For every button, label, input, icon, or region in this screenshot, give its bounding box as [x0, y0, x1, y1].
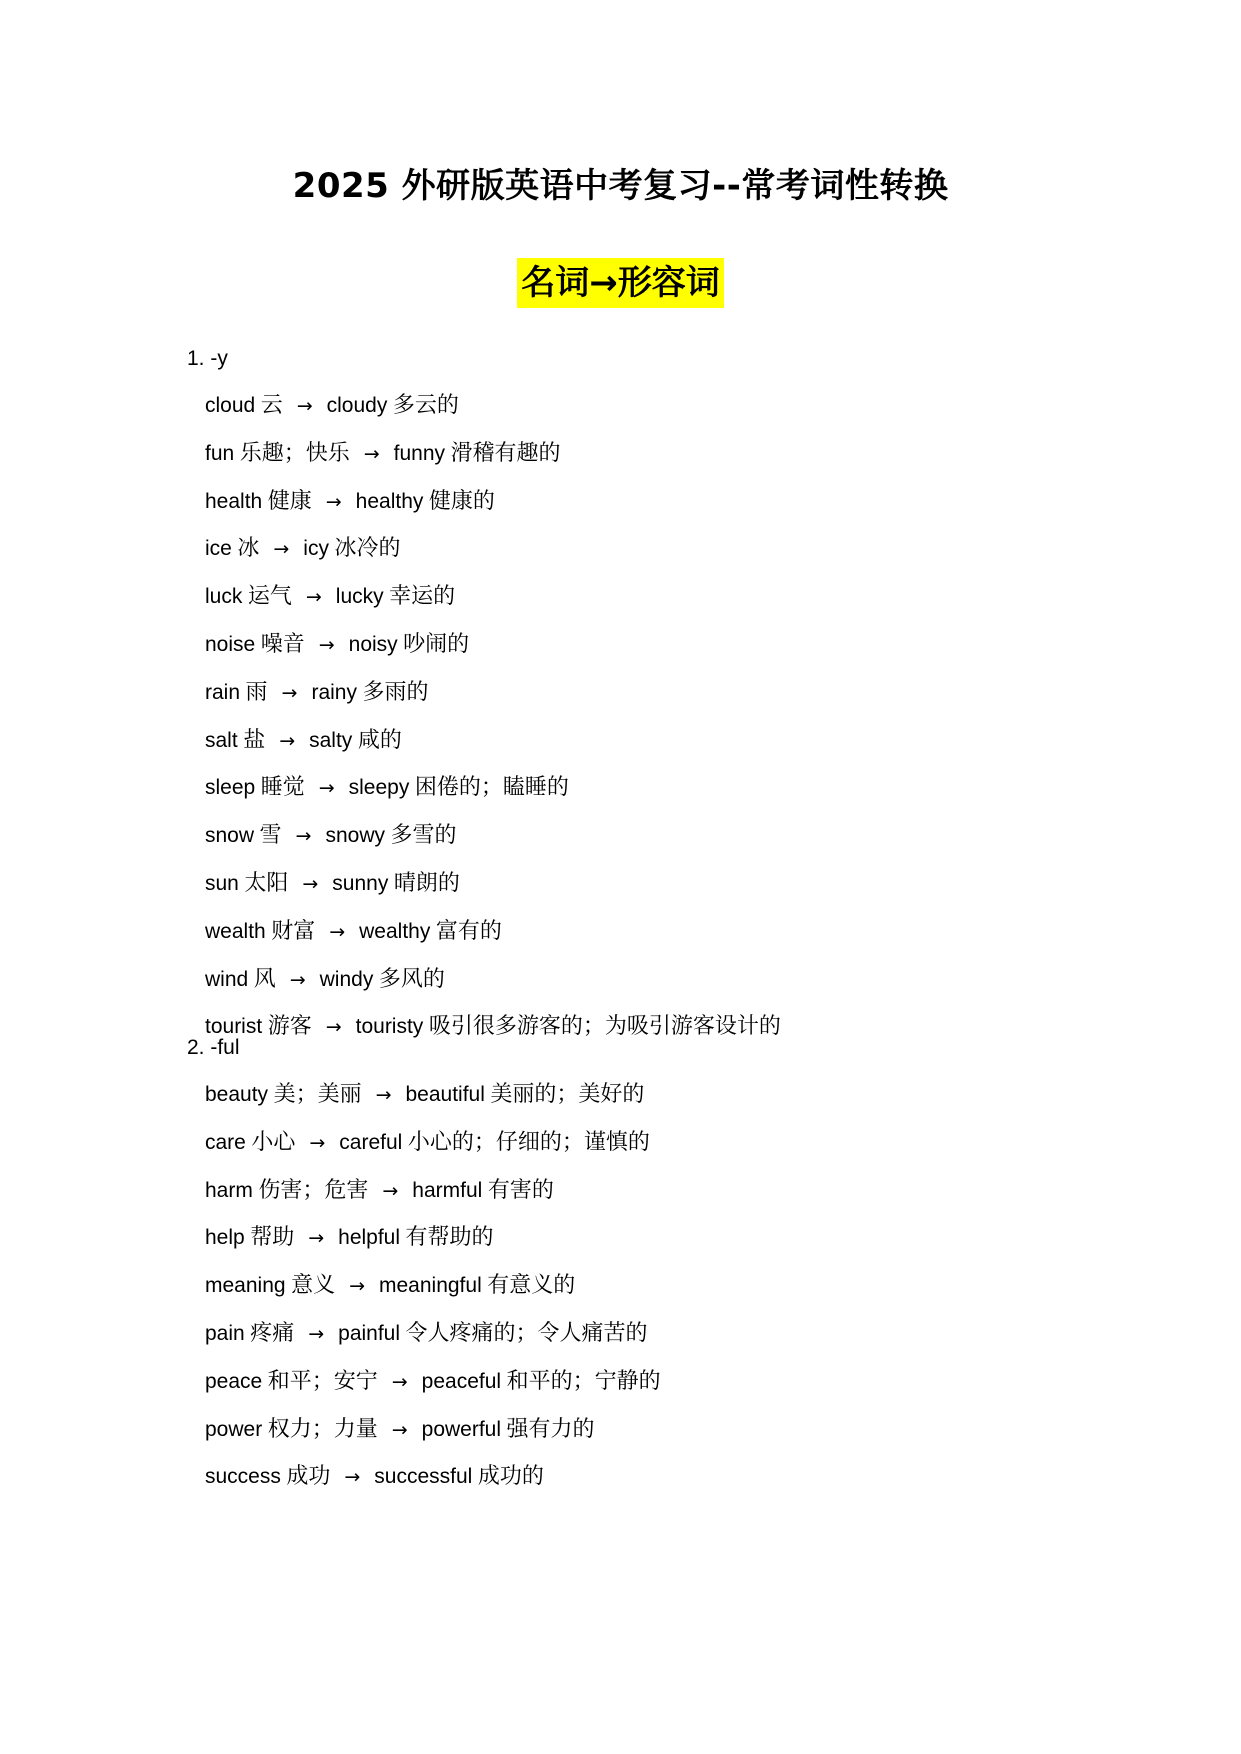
adjective-word: peaceful	[421, 1369, 502, 1393]
word-pair-row	[205, 484, 495, 518]
noun-word: peace	[205, 1369, 263, 1393]
arrow-icon: →	[344, 1466, 361, 1489]
noun-meaning: 太阳	[244, 871, 289, 896]
noun-meaning: 盐	[243, 727, 266, 753]
adjective-word: successful	[374, 1465, 473, 1489]
adjective-meaning: 困倦的；瞌睡的	[414, 775, 569, 801]
noun-word: meaning	[205, 1274, 286, 1298]
adjective-meaning: 冰冷的	[334, 536, 401, 562]
noun-word: sun	[205, 872, 239, 895]
adjective-meaning: 晴朗的	[393, 871, 460, 896]
noun-meaning: 乐趣；快乐	[239, 440, 350, 466]
adjective-meaning: 有帮助的	[405, 1225, 494, 1251]
word-pair-row	[205, 1268, 575, 1302]
word-pair-row	[205, 1412, 595, 1446]
adjective-word: cloudy	[326, 394, 388, 417]
arrow-icon: →	[296, 395, 313, 417]
arrow-icon: →	[295, 825, 312, 848]
arrow-icon: →	[325, 490, 342, 513]
noun-meaning: 伤害；危害	[258, 1177, 369, 1203]
adjective-word: harmful	[412, 1178, 483, 1202]
noun-word: sleep	[205, 776, 256, 800]
adjective-meaning: 吵闹的	[403, 632, 470, 657]
section-heading: 2. -ful	[187, 1036, 240, 1059]
highlighted-subtitle: 名词→形容词	[517, 258, 724, 308]
word-pair-row	[205, 1077, 644, 1111]
noun-meaning: 运气	[247, 584, 292, 610]
noun-word: wealth	[205, 919, 266, 943]
adjective-meaning: 美丽的；美好的	[490, 1082, 645, 1107]
adjective-word: powerful	[421, 1417, 502, 1441]
arrow-icon: →	[329, 920, 346, 943]
adjective-word: healthy	[355, 489, 424, 513]
adjective-meaning: 多风的	[378, 966, 445, 992]
arrow-icon: →	[382, 1179, 399, 1202]
noun-meaning: 噪音	[260, 632, 305, 657]
adjective-word: rainy	[311, 680, 357, 704]
noun-meaning: 雨	[245, 679, 268, 705]
noun-word: wind	[205, 967, 249, 991]
arrow-icon: →	[289, 968, 306, 991]
noun-meaning: 意义	[291, 1273, 336, 1299]
adjective-meaning: 多雨的	[362, 679, 429, 705]
noun-word: ice	[205, 537, 232, 561]
adjective-meaning: 滑稽有趣的	[450, 440, 561, 466]
adjective-word: painful	[338, 1322, 401, 1345]
adjective-meaning: 和平的；宁静的	[506, 1368, 661, 1394]
adjective-word: meaningful	[379, 1274, 482, 1298]
arrow-icon: →	[302, 873, 319, 895]
word-pair-row	[205, 1364, 661, 1398]
word-pair-row	[205, 1459, 544, 1493]
noun-meaning: 疼痛	[250, 1321, 295, 1346]
adjective-word: funny	[393, 441, 446, 465]
word-pair-row	[205, 436, 561, 470]
noun-meaning: 权力；力量	[267, 1416, 378, 1442]
arrow-icon: →	[391, 1370, 408, 1393]
noun-word: cloud	[205, 394, 256, 417]
word-pair-row	[205, 723, 402, 757]
adjective-word: icy	[303, 537, 329, 561]
noun-meaning: 帮助	[250, 1225, 295, 1251]
adjective-meaning: 成功的	[477, 1464, 544, 1490]
noun-word: salt	[205, 728, 238, 752]
arrow-icon: →	[325, 1016, 342, 1039]
noun-word: rain	[205, 680, 241, 704]
noun-word: care	[205, 1130, 246, 1154]
noun-word: beauty	[205, 1083, 269, 1106]
section-heading: 1. -y	[187, 347, 228, 370]
adjective-word: snowy	[325, 824, 385, 848]
arrow-icon: →	[318, 777, 335, 800]
arrow-icon: →	[308, 1323, 325, 1345]
arrow-icon: →	[309, 1131, 326, 1154]
word-pair-row	[205, 627, 469, 661]
noun-word: help	[205, 1226, 245, 1250]
adjective-word: careful	[339, 1130, 403, 1154]
noun-meaning: 风	[253, 966, 276, 992]
arrow-icon: →	[375, 1084, 392, 1106]
arrow-icon: →	[273, 538, 290, 561]
noun-word: noise	[205, 633, 256, 656]
adjective-meaning: 有意义的	[487, 1273, 576, 1299]
adjective-meaning: 有害的	[487, 1177, 554, 1203]
word-pair-row	[205, 770, 569, 804]
noun-meaning: 游客	[267, 1014, 312, 1040]
noun-word: success	[205, 1465, 281, 1489]
adjective-meaning: 令人疼痛的；令人痛苦的	[405, 1321, 648, 1346]
noun-meaning: 睡觉	[260, 775, 305, 801]
adjective-word: helpful	[338, 1226, 401, 1250]
word-pair-row	[205, 1173, 554, 1207]
arrow-icon: →	[318, 634, 335, 656]
adjective-meaning: 健康的	[428, 488, 495, 514]
adjective-word: wealthy	[359, 919, 431, 943]
noun-word: luck	[205, 585, 243, 609]
arrow-icon: →	[281, 681, 298, 704]
word-pair-row	[205, 962, 445, 996]
noun-word: health	[205, 489, 263, 513]
adjective-word: touristy	[355, 1015, 424, 1039]
adjective-meaning: 吸引很多游客的；为吸引游客设计的	[428, 1014, 781, 1040]
arrow-icon: →	[305, 586, 322, 609]
arrow-icon: →	[363, 442, 380, 465]
adjective-meaning: 强有力的	[506, 1416, 595, 1442]
adjective-word: noisy	[348, 633, 398, 656]
adjective-word: salty	[309, 728, 353, 752]
arrow-icon: →	[391, 1418, 408, 1441]
noun-meaning: 云	[260, 393, 283, 418]
noun-meaning: 成功	[286, 1464, 331, 1490]
noun-meaning: 财富	[271, 918, 316, 944]
adjective-meaning: 富有的	[435, 918, 502, 944]
word-pair-row	[205, 1009, 781, 1043]
adjective-meaning: 多云的	[392, 393, 459, 418]
word-pair-row	[205, 914, 502, 948]
word-pair-row	[205, 1125, 650, 1159]
document-title: 2025 外研版英语中考复习--常考词性转换	[292, 166, 949, 206]
adjective-word: beautiful	[405, 1083, 485, 1106]
adjective-meaning: 咸的	[357, 727, 402, 753]
arrow-icon: →	[279, 729, 296, 752]
word-pair-row	[205, 388, 459, 422]
adjective-meaning: 多雪的	[390, 823, 457, 849]
word-pair-row	[205, 531, 400, 565]
word-pair-row	[205, 1316, 648, 1350]
noun-word: pain	[205, 1322, 245, 1345]
noun-word: power	[205, 1417, 263, 1441]
adjective-word: windy	[319, 967, 374, 991]
word-pair-row	[205, 818, 457, 852]
noun-meaning: 雪	[259, 823, 282, 849]
noun-meaning: 小心	[251, 1129, 296, 1155]
adjective-meaning: 小心的；仔细的；谨慎的	[407, 1129, 650, 1155]
adjective-word: lucky	[335, 585, 384, 609]
noun-word: harm	[205, 1178, 253, 1202]
arrow-icon: →	[349, 1275, 365, 1298]
noun-meaning: 和平；安宁	[267, 1368, 378, 1394]
arrow-icon: →	[308, 1227, 325, 1250]
noun-meaning: 美；美丽	[273, 1082, 362, 1107]
subtitle-container	[0, 258, 1241, 308]
noun-meaning: 冰	[237, 536, 260, 562]
word-pair-row	[205, 675, 429, 709]
noun-word: fun	[205, 441, 235, 465]
noun-word: tourist	[205, 1015, 263, 1039]
word-pair-row	[205, 579, 455, 613]
adjective-word: sleepy	[348, 776, 410, 800]
adjective-meaning: 幸运的	[389, 584, 456, 610]
word-pair-row	[205, 1220, 494, 1254]
noun-meaning: 健康	[267, 488, 312, 514]
adjective-word: sunny	[332, 872, 389, 895]
noun-word: snow	[205, 824, 255, 848]
word-pair-row	[205, 866, 460, 900]
